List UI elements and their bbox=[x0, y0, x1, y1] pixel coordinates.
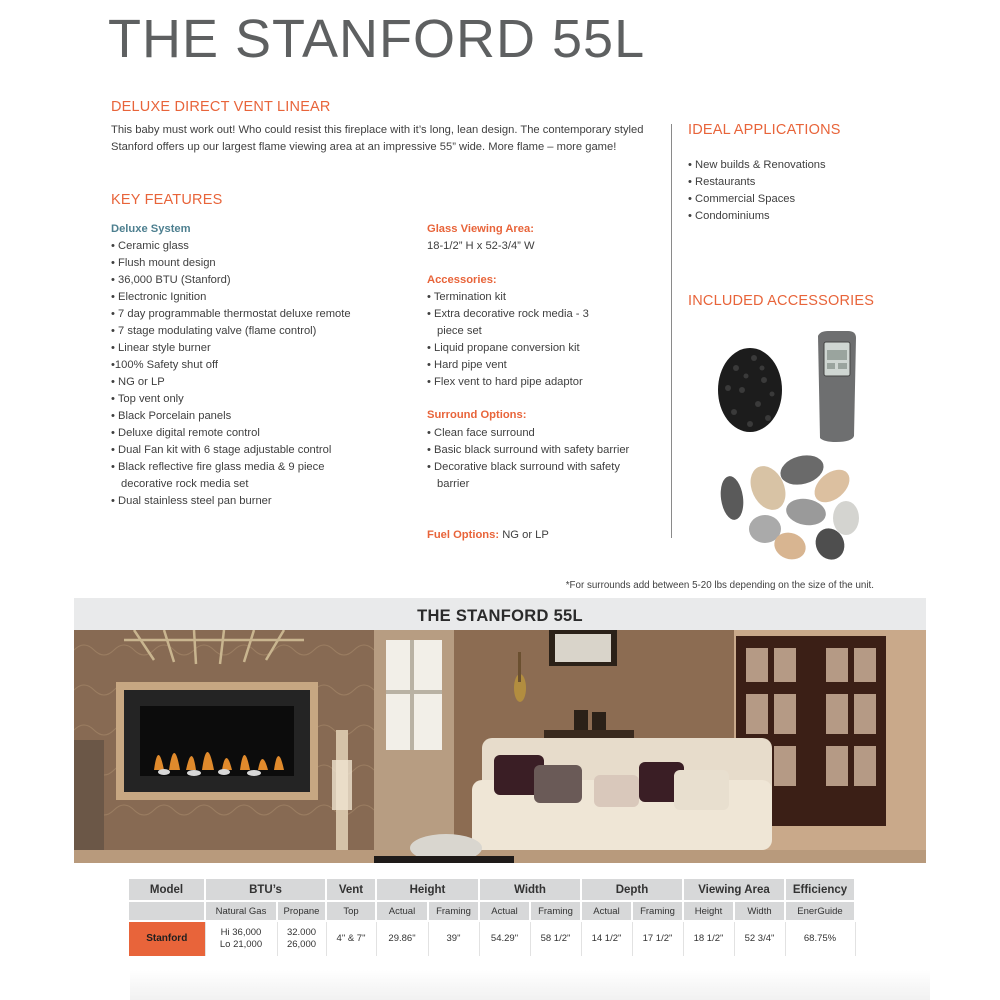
list-item: • Liquid propane conversion kit bbox=[427, 342, 580, 354]
fuel-options-label: Fuel Options: bbox=[427, 529, 500, 541]
list-item: • Decorative black surround with safety barrier bbox=[427, 461, 620, 490]
list-item: • 7 day programmable thermostat deluxe remote bbox=[111, 308, 351, 320]
table-header-row bbox=[129, 879, 855, 901]
list-item: • Extra decorative rock media - 3 piece set bbox=[427, 308, 589, 337]
page-bottom-shadow bbox=[130, 970, 930, 1000]
sofa-icon bbox=[472, 738, 772, 850]
list-item: • 36,000 BTU (Stanford) bbox=[111, 274, 231, 286]
decorative-rocks-icon bbox=[718, 451, 859, 565]
product-banner: THE STANFORD 55L bbox=[74, 598, 926, 630]
col-efficiency: Efficiency bbox=[785, 879, 855, 901]
list-item: • Deluxe digital remote control bbox=[111, 427, 260, 439]
list-item: • Restaurants bbox=[688, 176, 756, 188]
cell-natural-gas bbox=[205, 921, 277, 956]
included-accessories-image bbox=[706, 328, 876, 568]
key-features-heading: KEY FEATURES bbox=[111, 192, 223, 208]
cell-va-height: 18 1/2" bbox=[683, 921, 734, 956]
col-height: Height bbox=[376, 879, 479, 901]
cell-height-actual: 29.86" bbox=[376, 921, 428, 956]
list-item: •100% Safety shut off bbox=[111, 359, 218, 371]
glass-viewing-heading: Glass Viewing Area: bbox=[427, 223, 534, 235]
col-viewing-area: Viewing Area bbox=[683, 879, 785, 901]
cell-height-framing: 39" bbox=[428, 921, 479, 956]
included-accessories-heading: INCLUDED ACCESSORIES bbox=[688, 293, 875, 309]
cell-width-framing: 58 1/2" bbox=[530, 921, 581, 956]
subcol-depth-framing: Framing bbox=[632, 901, 683, 921]
list-item: • New builds & Renovations bbox=[688, 159, 826, 171]
list-item: • Black Porcelain panels bbox=[111, 410, 232, 422]
table-subheader-row bbox=[129, 901, 855, 921]
subcol-height-actual: Actual bbox=[376, 901, 428, 921]
glass-viewing-value: 18-1/2” H x 52-3/4” W bbox=[427, 240, 535, 252]
page-title: THE STANFORD 55L bbox=[108, 9, 646, 69]
list-item: • Black reflective fire glass media & 9 piece decorative rock media set bbox=[111, 461, 325, 490]
cell-depth-framing: 17 1/2" bbox=[632, 921, 683, 956]
footnote: *For surrounds add between 5-20 lbs depending on the size of the unit. bbox=[565, 580, 874, 591]
subcol-natural-gas: Natural Gas bbox=[205, 901, 277, 921]
subcol-width-framing: Framing bbox=[530, 901, 581, 921]
subcol-width-actual: Actual bbox=[479, 901, 530, 921]
table-row bbox=[129, 921, 855, 956]
col-vent: Vent bbox=[326, 879, 376, 901]
col-width: Width bbox=[479, 879, 581, 901]
cell-depth-actual: 14 1/2" bbox=[581, 921, 632, 956]
list-item: • Electronic Ignition bbox=[111, 291, 207, 303]
list-item: • Flex vent to hard pipe adaptor bbox=[427, 376, 583, 388]
list-item: • Basic black surround with safety barrier bbox=[427, 444, 630, 456]
subcol-empty bbox=[129, 901, 205, 921]
col-model: Model bbox=[129, 879, 205, 901]
list-item: • Ceramic glass bbox=[111, 240, 189, 252]
list-item: • 7 stage modulating valve (flame control) bbox=[111, 325, 317, 337]
remote-control-icon bbox=[818, 331, 856, 442]
list-item: • Top vent only bbox=[111, 393, 184, 405]
list-item: • Commercial Spaces bbox=[688, 193, 796, 205]
list-item: • Clean face surround bbox=[427, 427, 535, 439]
cell-efficiency: 68.75% bbox=[785, 921, 855, 956]
cell-vent: 4" & 7" bbox=[326, 921, 376, 956]
subcol-va-width: Width bbox=[734, 901, 785, 921]
list-item: • Linear style burner bbox=[111, 342, 211, 354]
cell-propane bbox=[277, 921, 326, 956]
spec-table bbox=[129, 879, 856, 956]
col-btus: BTU’s bbox=[205, 879, 326, 901]
subcol-depth-actual: Actual bbox=[581, 901, 632, 921]
list-item: • Dual stainless steel pan burner bbox=[111, 495, 272, 507]
subcol-propane: Propane bbox=[277, 901, 326, 921]
cell-width-actual: 54.29" bbox=[479, 921, 530, 956]
intro-text: This baby must work out! Who could resist this fireplace with it’s long, lean design. The contemporary styled Stanford offers up our largest flame viewing area at an impressive 55” wide. More flame – more game! bbox=[111, 124, 644, 153]
surround-options-list bbox=[427, 425, 632, 493]
black-glass-media-icon bbox=[718, 348, 782, 432]
cell-propane-lo: 26,000 bbox=[286, 939, 317, 950]
cell-ng-lo: Lo 21,000 bbox=[219, 939, 263, 950]
list-item: • NG or LP bbox=[111, 376, 165, 388]
fuel-options bbox=[427, 527, 549, 544]
deluxe-system-heading: Deluxe System bbox=[111, 223, 191, 235]
list-item: • Termination kit bbox=[427, 291, 506, 303]
list-item: • Condominiums bbox=[688, 210, 770, 222]
list-item: • Dual Fan kit with 6 stage adjustable control bbox=[111, 444, 332, 456]
ideal-applications-heading: IDEAL APPLICATIONS bbox=[688, 122, 841, 138]
accessories-list bbox=[427, 289, 597, 391]
list-item: • Flush mount design bbox=[111, 257, 216, 269]
list-item: • Hard pipe vent bbox=[427, 359, 507, 371]
room-photo bbox=[74, 630, 926, 863]
cell-propane-hi: 32.000 bbox=[286, 927, 317, 938]
subcol-energuide: EnerGuide bbox=[785, 901, 855, 921]
column-divider bbox=[671, 124, 672, 538]
surround-options-heading: Surround Options: bbox=[427, 409, 527, 421]
intro-heading: DELUXE DIRECT VENT LINEAR bbox=[111, 99, 331, 115]
accessories-heading: Accessories: bbox=[427, 274, 497, 286]
fuel-options-value: NG or LP bbox=[499, 529, 549, 541]
ideal-applications-list bbox=[688, 157, 888, 225]
cell-ng-hi: Hi 36,000 bbox=[220, 927, 262, 938]
subcol-va-height: Height bbox=[683, 901, 734, 921]
cell-va-width: 52 3/4" bbox=[734, 921, 785, 956]
col-depth: Depth bbox=[581, 879, 683, 901]
subcol-top: Top bbox=[326, 901, 376, 921]
deluxe-features-list bbox=[111, 238, 371, 510]
cell-model: Stanford bbox=[129, 921, 205, 956]
subcol-height-framing: Framing bbox=[428, 901, 479, 921]
